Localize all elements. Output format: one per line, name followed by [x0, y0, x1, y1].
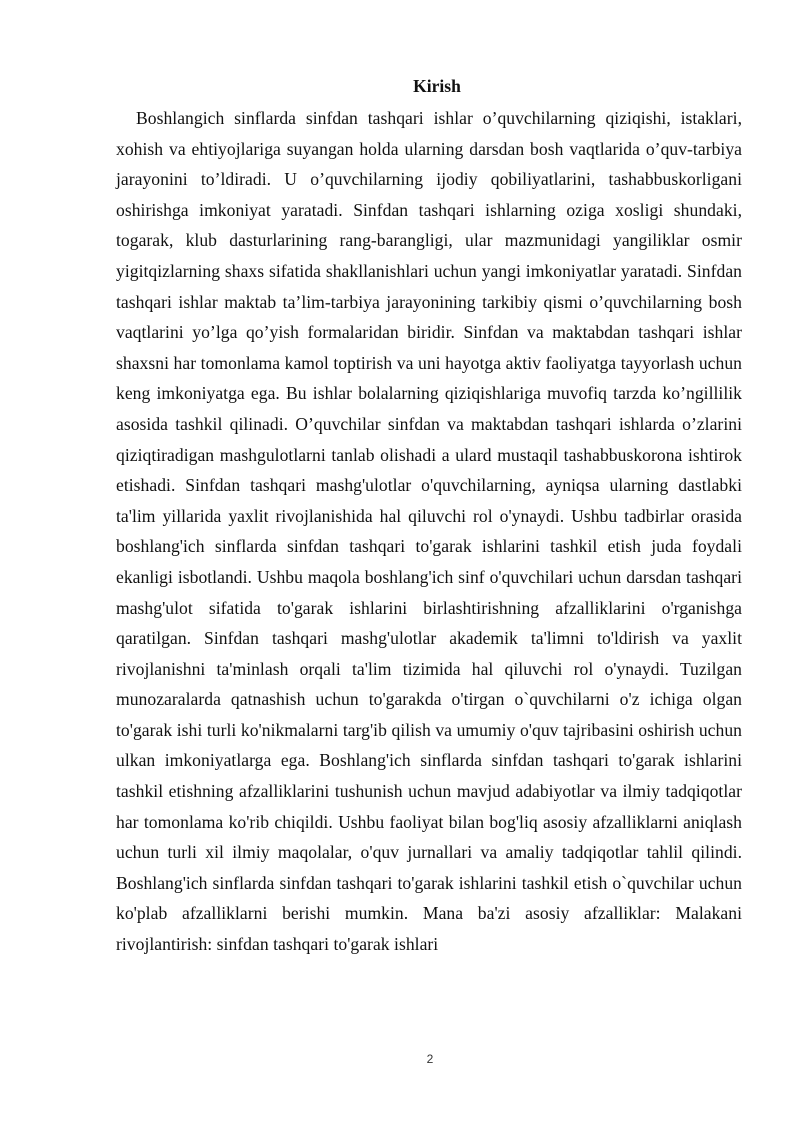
- body-paragraph: Boshlangich sinflarda sinfdan tashqari ishlar o’quvchilarning qiziqishi, istaklari, xohish va ehtiyojlariga suyangan holda ularning darsdan bosh vaqtlarida o’quv-tarbiya jarayonini to’ldiradi. U o’quvchilarning ijodiy qobiliyatlarini, tashabbuskorligani oshirishga imkoniyat yaratadi. Sinfdan tashqari ishlarning oziga xosligi shundaki, togarak, klub dasturlarining rang-barangligi, ular mazmunidagi yangiliklar osmir yigitqizlarning shaxs sifatida shakllanishlari uchun yangi imkoniyatlar yaratadi. Sinfdan tashqari ishlar maktab ta’lim-tarbiya jarayonining tarkibiy qismi o’quvchilarning bosh vaqtlarini yo’lga qo’yish formalaridan biridir. Sinfdan va maktabdan tashqari ishlar shaxsni har tomonlama kamol toptirish va uni hayotga aktiv faoliyatga tayyorlash uchun keng imkoniyatga ega. Bu ishlar bolalarning qiziqishlariga muvofiq tarzda ko’ngillilik asosida tashkil qilinadi. O’quvchilar sinfdan va maktabdan tashqari ishlarda o’zlarini qiziqtiradigan mashgulotlarni tanlab olishadi a ulard mustaqil tashabbuskorona ishtirok etishadi. Sinfdan tashqari mashg'ulotlar o'quvchilarning, ayniqsa ularning dastlabki ta'lim yillarida yaxlit rivojlanishida hal qiluvchi rol o'ynaydi. Ushbu tadbirlar orasida boshlang'ich sinflarda sinfdan tashqari to'garak ishlarini tashkil etish juda foydali ekanligi isbotlandi. Ushbu maqola boshlang'ich sinf o'quvchilari uchun darsdan tashqari mashg'ulot sifatida to'garak ishlarini birlashtirishning afzalliklarini o'rganishga qaratilgan. Sinfdan tashqari mashg'ulotlar akademik ta'limni to'ldirish va yaxlit rivojlanishni ta'minlash orqali ta'lim tizimida hal qiluvchi rol o'ynaydi. Tuzilgan munozaralarda qatnashish uchun to'garakda o'tirgan o`quvchilarni o'z ichiga olgan to'garak ishi turli ko'nikmalarni targ'ib qilish va umumiy o'quv tajribasini oshirish uchun ulkan imkoniyatlarga ega. Boshlang'ich sinflarda sinfdan tashqari to'garak ishlarini tashkil etishning afzalliklarini tushunish uchun mavjud adabiyotlar va ilmiy tadqiqotlar har tomonlama ko'rib chiqildi. Ushbu faoliyat bilan bog'liq asosiy afzalliklarni aniqlash uchun turli xil ilmiy maqolalar, o'quv jurnallari va amaliy tadqiqotlar tahlil qilindi. Boshlang'ich sinflarda sinfdan tashqari to'garak ishlarini tashkil etish o`quvchilar uchun ko'plab afzalliklarni berishi mumkin. Mana ba'zi asosiy afzalliklar: Malakani rivojlantirish: sinfdan tashqari to'garak ishlari: [116, 108, 742, 955]
- page-number: 2: [426, 1052, 434, 1066]
- document-page: [116, 70, 742, 960]
- section-title: Kirish: [413, 76, 461, 96]
